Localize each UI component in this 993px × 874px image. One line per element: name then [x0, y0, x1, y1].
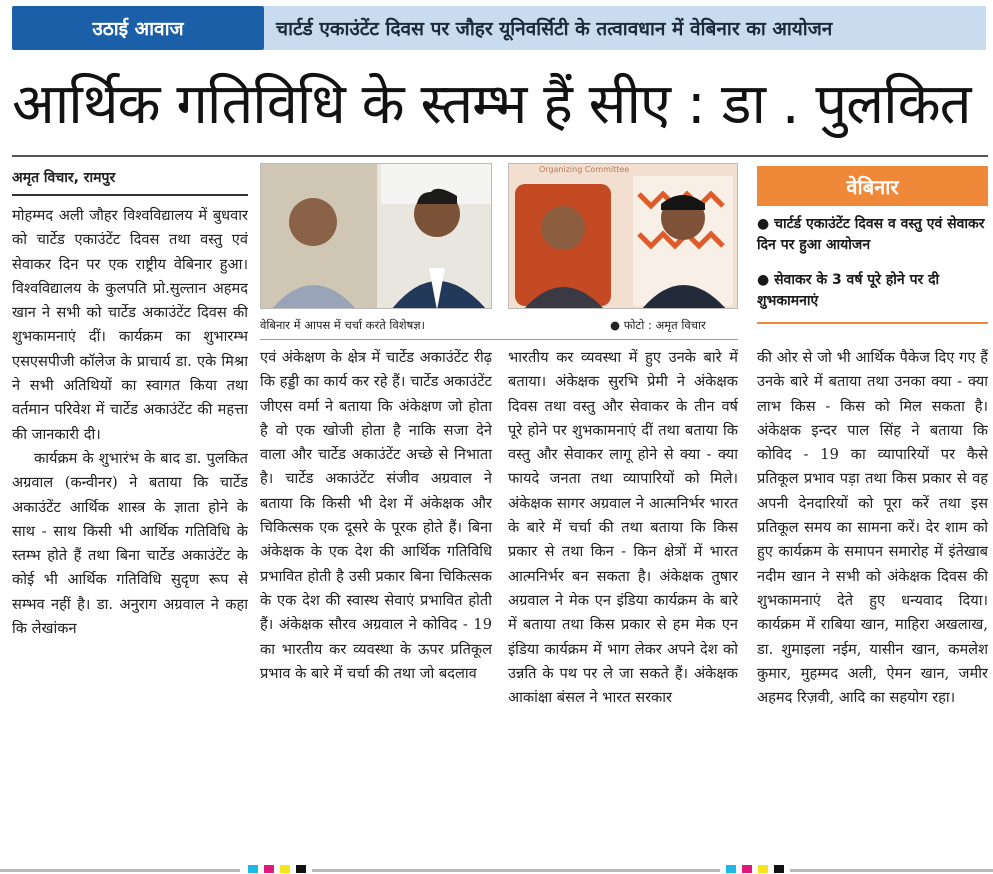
registration-mark-cyan	[726, 865, 736, 873]
sidebar-item: ● सेवाकर के 3 वर्ष पूरे होने पर दी शुभकामनाएं	[757, 272, 940, 309]
subheadline: चार्टर्ड एकाउंटेंट दिवस पर जौहर यूनिवर्सिटी के तत्वावधान में वेबिनार का आयोजन	[264, 6, 986, 50]
sidebar-title: वेबिनार	[757, 166, 988, 206]
article-column-2: एवं अंकेक्षण के क्षेत्र में चार्टेड अकाउंटेंट रीढ़ कि हड्डी का कार्य कर रहे हैं। चार्टेड अकाउंटेंट जीएस वर्मा ने बताया कि अंकेक्षण जो होता है वो एक खोजी होता है नाकि सजा देने वाला और चार्टेड अकाउंटेंट अच्छे से निभाता है। चार्टेड अकाउंटेंट संजीव अग्रवाल ने बताया कि किसी भी देश में अंकेक्षक और चिकित्सक एक दूसरे के पूरक होते हैं। बिना अंकेक्षक के एक देश की आर्थिक गतिविधि प्रभावित होती है उसी प्रकार बिना चिकित्सक के एक देश की स्वास्थ सेवाएं प्रभावित होती हैं। अंकेक्षक सौरव अग्रवाल ने कोविद - 19 का भारतीय कर व्यवस्था के ऊपर प्रतिकूल प्रभाव के बारे में चर्चा की तथा जो बदलाव	[260, 349, 492, 682]
registration-mark-black	[774, 865, 784, 873]
section-kicker: उठाई आवाज	[12, 6, 264, 50]
registration-mark-magenta	[742, 865, 752, 873]
banner-text: Organizing Committee	[539, 165, 630, 174]
article-paragraph: मोहम्मद अली जौहर विश्वविद्यालय में बुधवार को चार्टेड एकाउंटेंट दिवस तथा वस्तु एवं सेवाकर दिन पर एक राष्ट्रीय वेबिनार हुआ। विश्वविद्यालय के कुलपति प्रो.सुल्तान अहमद खान ने सभी को चार्टेड अकाउंटेंट दिवस की शुभकामनाएं दीं। कार्यक्रम का शुभारम्भ एसएसपीजी कॉलेज के प्राचार्य डा. एके मिश्रा ने सभी अतिथियों का स्वागत किया तथा वर्तमान परिवेश में चार्टेड अकाउंटेंट की महत्ता की जानकारी दी।	[12, 207, 248, 443]
registration-mark-magenta	[264, 865, 274, 873]
headline: आर्थिक गतिविधि के स्तम्भ हैं सीए : डा . पुलकित	[12, 72, 971, 137]
article-column-1	[12, 204, 248, 868]
photo-caption: वेबिनार में आपस में चर्चा करते विशेषज्ञ।	[260, 318, 425, 332]
footer-rule-right	[790, 869, 993, 872]
byline-rule	[12, 194, 248, 196]
article-column-3: भारतीय कर व्यवस्था में हुए उनके बारे में बताया। अंकेक्षक सुरभि प्रेमी ने अंकेक्षक दिवस तथा वस्तु और सेवाकर के तीन वर्ष पूरे होने पर शुभकामनाएं दीं तथा बताया कि वस्तु और सेवाकर लागू होने से क्या - क्या फायदे जनता तथा व्यापारियों को मिले। अंकेक्षक सागर अग्रवाल ने आत्मनिर्भर भारत के बारे में चर्चा की तथा बताया कि किस प्रकार से तथा किन - किन क्षेत्रों में भारत आत्मनिर्भर बन सकता है। अंकेक्षक तुषार अग्रवाल ने मेक एन इंडिया कार्यक्रम के बारे में बताया तथा किस प्रकार से हम मेक एन इंडिया कार्यक्रम में भाग लेकर अपने देश को उन्नति के पथ पर ले जा सकते हैं। अंकेक्षक आकांक्षा बंसल ने भारत सरकार	[508, 349, 738, 707]
byline: अमृत विचार, रामपुर	[12, 170, 116, 186]
headline-rule	[12, 155, 988, 157]
webinar-speakers-image	[509, 164, 738, 309]
registration-mark-yellow	[758, 865, 768, 873]
photo-rule	[260, 339, 738, 340]
photo-right	[508, 163, 738, 309]
footer-rule-mid	[312, 869, 720, 872]
sidebar-item: ● चार्टर्ड एकाउंटेंट दिवस व वस्तु एवं सेवाकर दिन पर हुआ आयोजन	[757, 216, 985, 253]
photo-left	[260, 163, 492, 309]
photo-credit: ● फोटो : अमृत विचार	[610, 318, 706, 332]
registration-mark-cyan	[248, 865, 258, 873]
article-paragraph: कार्यक्रम के शुभारंभ के बाद डा. पुलकित अग्रवाल (कन्वीनर) ने बताया कि चार्टेड अकाउंटेंट आर्थिक शास्त्र के ज्ञाता होने के साथ - साथ किसी भी आर्थिक गतिविधि के स्तम्भ होते हैं तथा बिना चार्टेड अकाउंटेंट के कोई भी आर्थिक गतिविधि सुदृण रूप से सम्भव नहीं है। डा. अनुराग अग्रवाल ने कहा कि लेखांकन	[12, 449, 248, 638]
footer-rule-left	[0, 869, 240, 872]
webinar-participants-image	[261, 164, 492, 309]
registration-mark-yellow	[280, 865, 290, 873]
registration-mark-black	[296, 865, 306, 873]
article-column-4: की ओर से जो भी आर्थिक पैकेज दिए गए हैं उनके बारे में बताया तथा उनका क्या - क्या लाभ किस - किस को मिल सकता है। अंकेक्षक इन्दर पाल सिंह ने बताया कि कोविद - 19 का व्यापारियों पर कैसे प्रतिकूल प्रभाव पड़ा तथा किस प्रकार से वह अपनी देनदारियों को पूरा करें तथा इस प्रतिकूल समय का सामना करें। देर शाम को हुए कार्यक्रम के समापन समारोह में इंतेखाब नदीम खान ने सभी को अंकेक्षक दिवस की शुभकामनाएं देते हुए धन्यवाद दिया। कार्यक्रम में राबिया खान, माहिरा अखलाख, डा. शुमाइला नईम, यासीन खान, कमलेश कुमार, मुहम्मद अली, ऐमन खान, जमीर अहमद रिज़वी, आदि का सहयोग रहा।	[757, 349, 988, 707]
sidebar-rule	[757, 322, 988, 324]
